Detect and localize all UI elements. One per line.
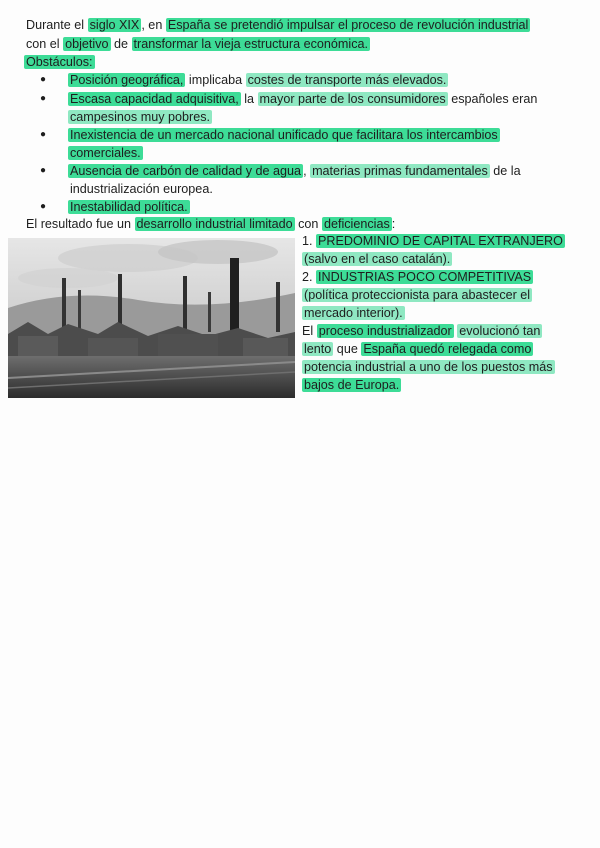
- intro-line-2: con el objetivo de transformar la vieja estructura económica.: [26, 37, 369, 51]
- bullet-icon: ●: [40, 201, 47, 212]
- highlight: (salvo en el caso catalán).: [304, 252, 451, 266]
- conclusion-line-3: [302, 358, 555, 376]
- point-1-title: 1. PREDOMINIO DE CAPITAL EXTRANJERO: [302, 234, 563, 248]
- result-line: El resultado fue un desarrollo industrial limitado con deficiencias :: [26, 217, 396, 231]
- highlight: bajos de Europa.: [304, 378, 400, 392]
- bullet-icon: ●: [40, 93, 47, 104]
- highlight: potencia industrial a uno de los puestos más: [304, 360, 553, 374]
- highlight: campesinos muy pobres.: [70, 110, 210, 124]
- obstacle-item-3-cont: [68, 144, 143, 162]
- highlight: comerciales.: [70, 146, 141, 160]
- highlight: (política proteccionista para abastecer el: [304, 288, 531, 302]
- highlight: lento: [304, 342, 332, 356]
- conclusion-line-2: lento que España quedó relegada como: [304, 342, 532, 356]
- point-1-note: [302, 250, 452, 268]
- obstacle-item-4: Ausencia de carbón de calidad y de agua , materias primas fundamentales de la: [70, 164, 521, 178]
- point-2-note-2: [302, 304, 405, 322]
- point-2-note-1: [302, 286, 532, 304]
- highlight: Inexistencia de un mercado nacional unificado que facilitara los intercambios: [70, 128, 498, 142]
- intro-line-1: Durante el siglo XIX , en España se pretendió impulsar el proceso de revolución industrial: [26, 18, 529, 32]
- obstacle-item-1: Posición geográfica, implicaba costes de transporte más elevados.: [70, 73, 447, 87]
- highlight: transformar la vieja estructura económica.: [133, 37, 369, 51]
- obstacle-item-2-cont: [68, 108, 212, 126]
- obstacles-heading: [24, 53, 95, 71]
- highlight: Ausencia de carbón de calidad y de agua: [70, 164, 302, 178]
- highlight: deficiencias: [323, 217, 390, 231]
- bullet-icon: ●: [40, 165, 47, 176]
- bullet-icon: ●: [40, 74, 47, 85]
- highlight: España se pretendió impulsar el proceso de revolución industrial: [167, 18, 529, 32]
- highlight: mayor parte de los consumidores: [259, 92, 446, 106]
- highlight: mercado interior).: [304, 306, 403, 320]
- highlight: proceso industrializador: [318, 324, 452, 338]
- highlight: España quedó relegada como: [363, 342, 532, 356]
- highlight: INDUSTRIAS POCO COMPETITIVAS: [318, 270, 532, 284]
- highlight: Posición geográfica,: [70, 73, 184, 87]
- highlight: PREDOMINIO DE CAPITAL EXTRANJERO: [318, 234, 563, 248]
- bullet-icon: ●: [40, 129, 47, 140]
- highlight: Escasa capacidad adquisitiva,: [70, 92, 239, 106]
- obstacle-item-5: [68, 198, 190, 216]
- obstacle-item-4-cont: industrialización europea.: [70, 182, 213, 196]
- conclusion-line-4: [302, 376, 401, 394]
- highlight: desarrollo industrial limitado: [136, 217, 293, 231]
- highlight: objetivo: [65, 37, 109, 51]
- highlight: materias primas fundamentales: [312, 164, 488, 178]
- highlight: evolucionó tan: [459, 324, 541, 338]
- highlight: Inestabilidad política.: [70, 200, 188, 214]
- point-2-title: 2. INDUSTRIAS POCO COMPETITIVAS: [302, 270, 532, 284]
- conclusion-line-1: El proceso industrializador evolucionó tan: [302, 324, 541, 338]
- highlight: costes de transporte más elevados.: [247, 73, 447, 87]
- obstacle-item-2: Escasa capacidad adquisitiva, la mayor parte de los consumidores españoles eran: [70, 92, 538, 106]
- highlight: Obstáculos:: [26, 55, 93, 69]
- obstacle-item-3: [68, 126, 500, 144]
- factory-photo: [8, 238, 295, 398]
- highlight: siglo XIX: [89, 18, 140, 32]
